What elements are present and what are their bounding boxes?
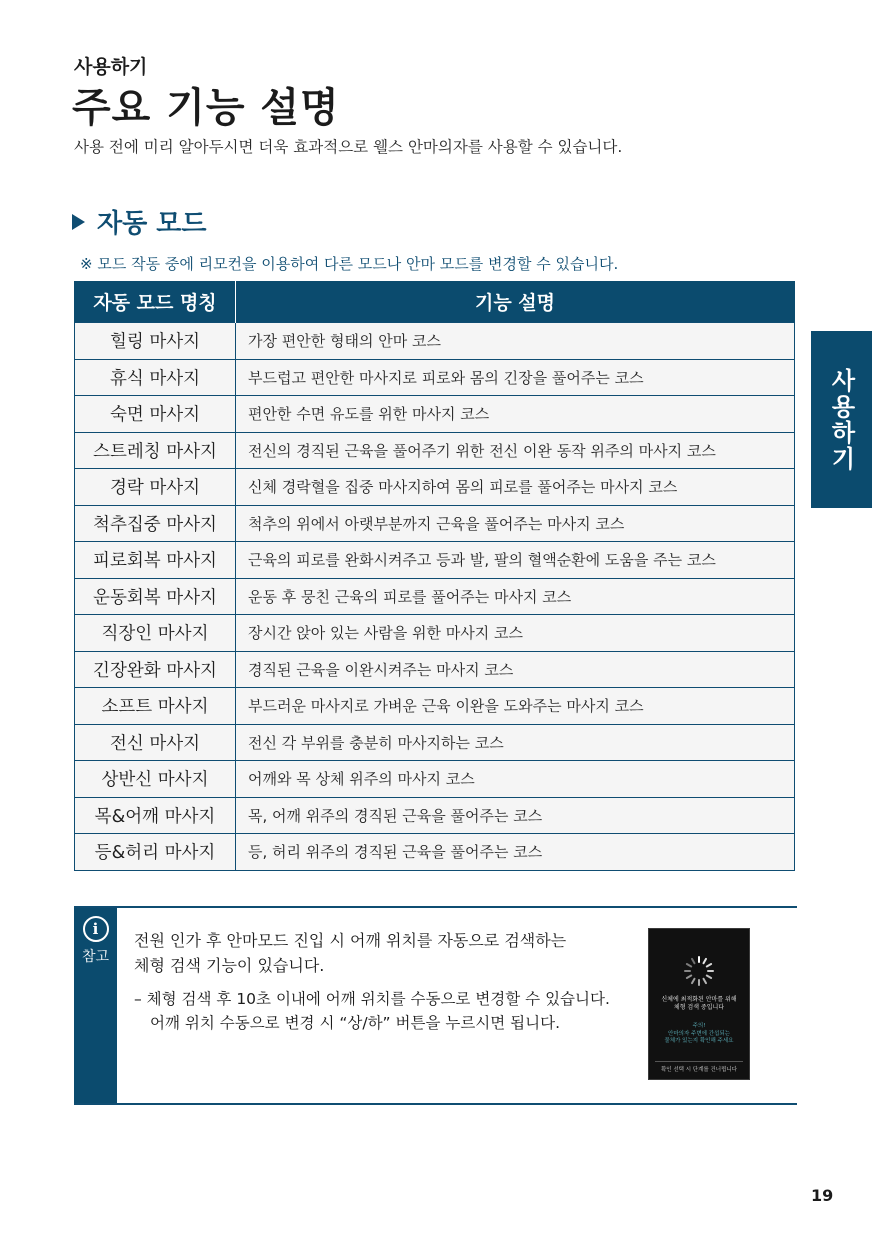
mode-desc-cell: 신체 경락혈을 집중 마사지하여 몸의 피로를 풀어주는 마사지 코스 <box>236 469 795 506</box>
mode-desc-cell: 척추의 위에서 아랫부분까지 근육을 풀어주는 마사지 코스 <box>236 505 795 542</box>
mode-desc-cell: 어깨와 목 상체 위주의 마사지 코스 <box>236 761 795 798</box>
note-sub-line-2: 어깨 위치 수동으로 변경 시 “상/하” 버튼을 누르시면 됩니다. <box>150 1014 561 1032</box>
loading-spinner-icon <box>683 955 715 987</box>
note-text <box>134 928 566 978</box>
mode-name-cell: 피로회복 마사지 <box>75 542 236 579</box>
triangle-bullet-icon <box>72 214 85 230</box>
table-row <box>75 688 795 725</box>
note-line-2: 체형 검색 기능이 있습니다. <box>134 956 325 975</box>
mode-desc-cell: 장시간 앉아 있는 사람을 위한 마사지 코스 <box>236 615 795 652</box>
table-row <box>75 761 795 798</box>
device-screen-image <box>648 928 750 1080</box>
mode-name-cell: 직장인 마사지 <box>75 615 236 652</box>
device-status-text <box>653 996 745 1012</box>
mode-desc-cell: 전신의 경직된 근육을 풀어주기 위한 전신 이완 동작 위주의 마사지 코스 <box>236 432 795 469</box>
mode-name-cell: 스트레칭 마사지 <box>75 432 236 469</box>
mode-desc-cell: 등, 허리 위주의 경직된 근육을 풀어주는 코스 <box>236 834 795 871</box>
mode-name-cell: 목&어깨 마사지 <box>75 797 236 834</box>
mode-desc-cell: 편안한 수면 유도를 위한 마사지 코스 <box>236 396 795 433</box>
column-header-desc: 기능 설명 <box>236 281 795 323</box>
mode-name-cell: 힐링 마사지 <box>75 323 236 360</box>
mode-name-cell: 운동회복 마사지 <box>75 578 236 615</box>
intro-text: 사용 전에 미리 알아두시면 더욱 효과적으로 웰스 안마의자를 사용할 수 있습니다. <box>74 138 623 156</box>
mode-name-cell: 휴식 마사지 <box>75 359 236 396</box>
section-label: 사용하기 <box>74 56 148 78</box>
mode-name-cell: 전신 마사지 <box>75 724 236 761</box>
auto-mode-table <box>74 281 795 871</box>
device-status-line-2: 체형 검색 중입니다 <box>673 1004 725 1011</box>
table-row <box>75 505 795 542</box>
device-warning-line-1: 주의! <box>692 1023 706 1029</box>
table-row <box>75 542 795 579</box>
table-row <box>75 432 795 469</box>
auto-mode-heading-label: 자동 모드 <box>97 209 207 239</box>
note-sub-line-1: – 체형 검색 후 10초 이내에 어깨 위치를 수동으로 변경할 수 있습니다. <box>134 990 610 1008</box>
table-row <box>75 651 795 688</box>
mode-name-cell: 상반신 마사지 <box>75 761 236 798</box>
mode-name-cell: 척추집중 마사지 <box>75 505 236 542</box>
mode-name-cell: 긴장완화 마사지 <box>75 651 236 688</box>
mode-name-cell: 등&허리 마사지 <box>75 834 236 871</box>
mode-desc-cell: 부드럽고 편안한 마사지로 피로와 몸의 긴장을 풀어주는 코스 <box>236 359 795 396</box>
auto-mode-heading <box>72 203 207 240</box>
table-row <box>75 615 795 652</box>
table-header-row <box>75 281 795 323</box>
mode-desc-cell: 부드러운 마사지로 가벼운 근육 이완을 도와주는 마사지 코스 <box>236 688 795 725</box>
device-divider <box>655 1061 743 1062</box>
table-row <box>75 724 795 761</box>
device-warning-text <box>653 1023 745 1046</box>
device-skip-text: 확인 선택 시 단계를 건너뜁니다 <box>660 1067 738 1073</box>
mode-name-cell: 소프트 마사지 <box>75 688 236 725</box>
auto-mode-notice: ※ 모드 작동 중에 리모컨을 이용하여 다른 모드나 안마 모드를 변경할 수 있습니다. <box>80 255 619 273</box>
table-row <box>75 797 795 834</box>
mode-desc-cell: 경직된 근육을 이완시켜주는 마사지 코스 <box>236 651 795 688</box>
info-icon: i <box>83 916 109 942</box>
side-section-tab-label: 사용하기 <box>827 367 855 472</box>
mode-desc-cell: 운동 후 뭉친 근육의 피로를 풀어주는 마사지 코스 <box>236 578 795 615</box>
device-warning-line-3: 물체가 있는지 확인해 주세요 <box>664 1038 734 1044</box>
page-number: 19 <box>811 1186 834 1205</box>
table-row <box>75 834 795 871</box>
side-section-tab <box>811 331 872 508</box>
mode-desc-cell: 근육의 피로를 완화시켜주고 등과 발, 팔의 혈액순환에 도움을 주는 코스 <box>236 542 795 579</box>
device-warning-line-2: 안마의자 주변에 간섭되는 <box>668 1030 730 1037</box>
table-row <box>75 469 795 506</box>
mode-desc-cell: 목, 어깨 위주의 경직된 근육을 풀어주는 코스 <box>236 797 795 834</box>
table-row <box>75 359 795 396</box>
mode-desc-cell: 가장 편안한 형태의 안마 코스 <box>236 323 795 360</box>
mode-name-cell: 숙면 마사지 <box>75 396 236 433</box>
page-title: 주요 기능 설명 <box>72 85 340 131</box>
table-row <box>75 396 795 433</box>
table-row <box>75 578 795 615</box>
column-header-name: 자동 모드 명칭 <box>75 281 236 323</box>
mode-desc-cell: 전신 각 부위를 충분히 마사지하는 코스 <box>236 724 795 761</box>
note-sidebar <box>74 908 117 1103</box>
note-line-1: 전원 인가 후 안마모드 진입 시 어깨 위치를 자동으로 검색하는 <box>134 931 567 950</box>
device-status-line-1: 신체에 최적화된 안마를 위해 <box>661 996 737 1003</box>
note-subtext <box>134 987 610 1035</box>
table-row <box>75 323 795 360</box>
note-label: 참고 <box>81 949 110 965</box>
mode-name-cell: 경락 마사지 <box>75 469 236 506</box>
